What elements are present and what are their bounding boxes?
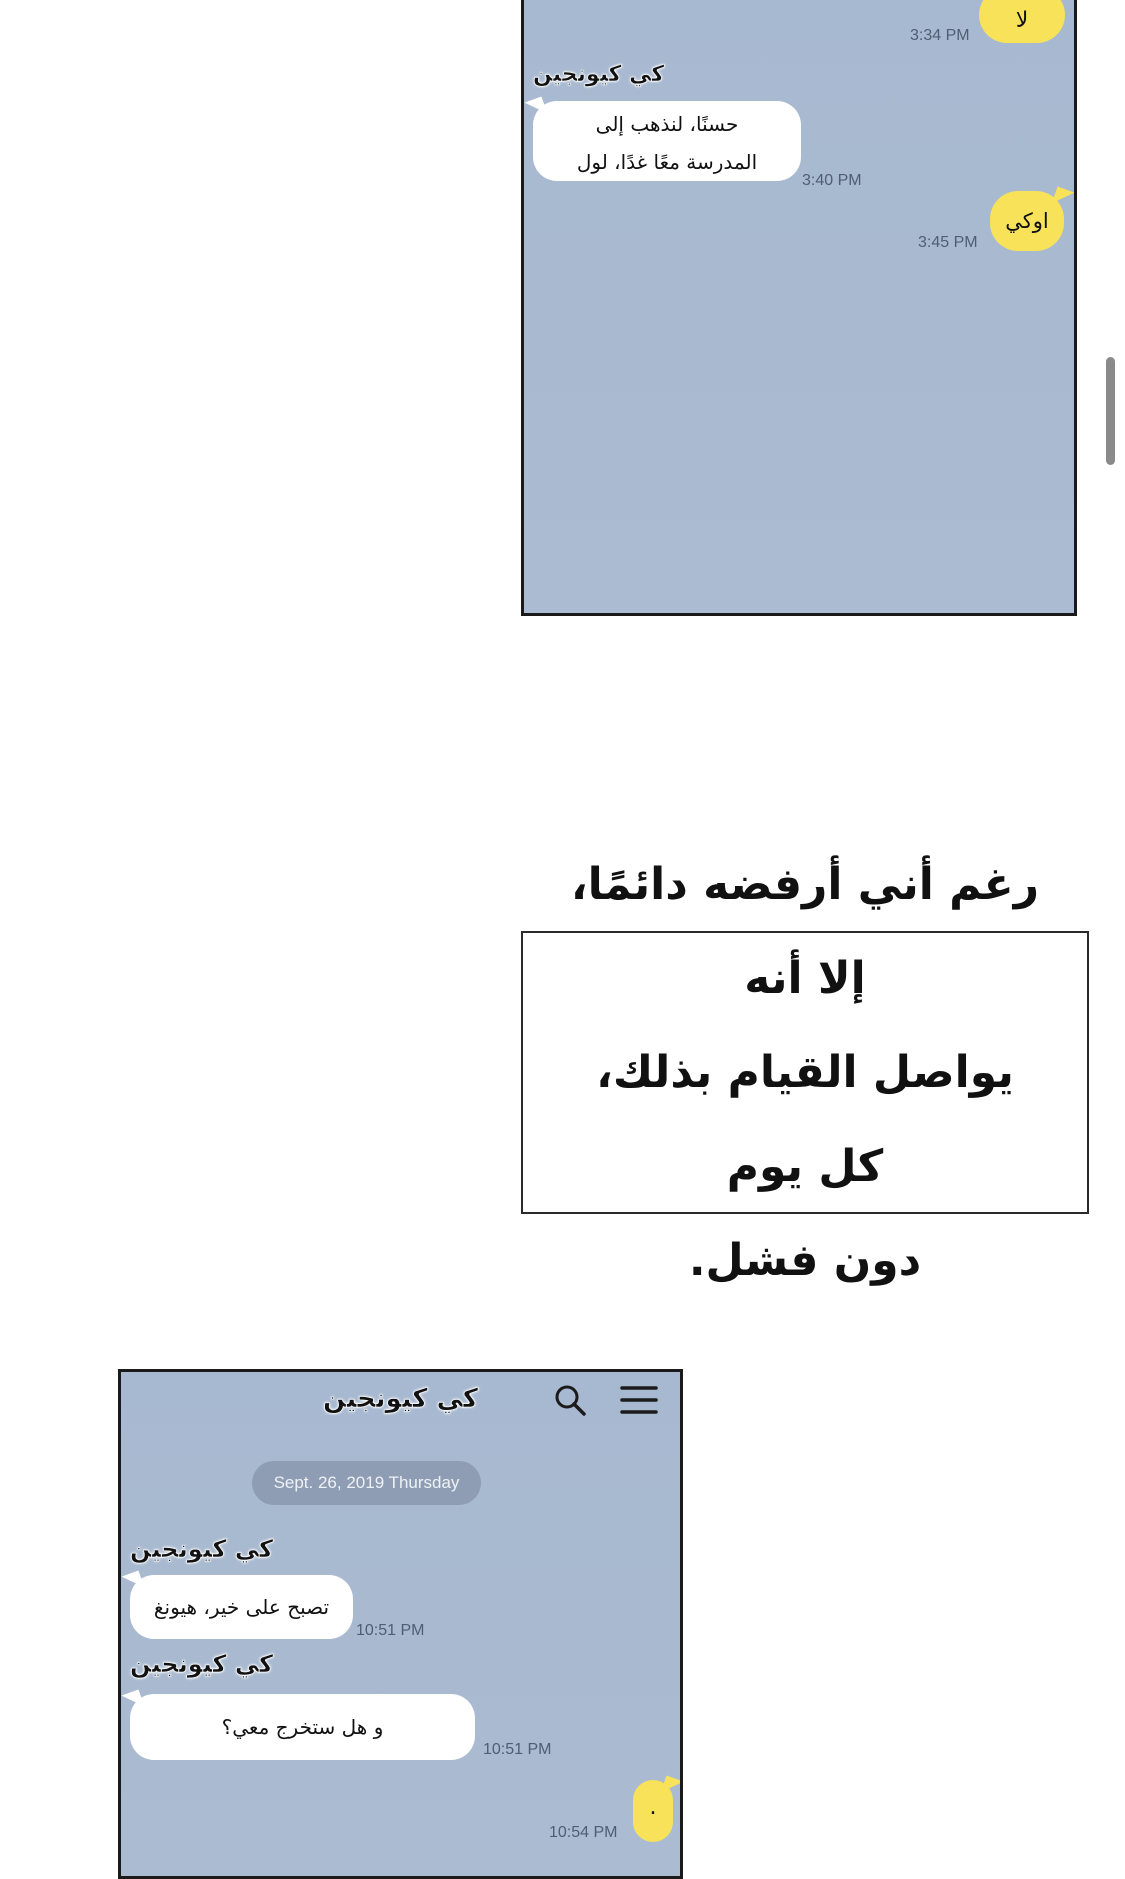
incoming-message-bubble bbox=[533, 101, 801, 181]
search-icon[interactable] bbox=[553, 1383, 587, 1421]
message-text: . bbox=[649, 1795, 657, 1820]
narration-caption-box bbox=[521, 858, 1089, 1286]
outgoing-message-bubble bbox=[990, 191, 1064, 251]
message-text: تصبح على خير، هيونغ bbox=[153, 1595, 330, 1619]
sender-name: كي كيونجين bbox=[533, 62, 665, 87]
message-line: حسنًا، لنذهب إلى bbox=[595, 112, 739, 136]
narration-line: رغم أني أرفضه دائمًا، إلا أنه bbox=[570, 858, 1040, 1004]
sender-name: كي كيونجين bbox=[130, 1535, 274, 1563]
chat-title: كي كيونجين bbox=[322, 1384, 479, 1414]
message-timestamp: 3:40 PM bbox=[802, 172, 862, 189]
narration-line: دون فشل. bbox=[688, 1234, 922, 1286]
date-separator: Sept. 26, 2019 Thursday bbox=[252, 1461, 481, 1505]
message-timestamp: 10:54 PM bbox=[549, 1824, 618, 1841]
scrollbar-thumb[interactable] bbox=[1106, 357, 1115, 465]
incoming-message-bubble bbox=[130, 1575, 353, 1639]
chat-panel-2 bbox=[118, 1369, 683, 1879]
message-text: اوكي bbox=[1005, 209, 1049, 233]
chat-panel-1 bbox=[521, 0, 1077, 616]
outgoing-message-bubble bbox=[979, 0, 1065, 43]
message-timestamp: 10:51 PM bbox=[483, 1741, 552, 1758]
menu-icon[interactable] bbox=[620, 1384, 658, 1420]
message-text: و هل ستخرج معي؟ bbox=[221, 1715, 384, 1739]
message-timestamp: 10:51 PM bbox=[356, 1622, 425, 1639]
message-line: المدرسة معًا غدًا، لول bbox=[576, 150, 758, 174]
incoming-message-bubble bbox=[130, 1694, 475, 1760]
message-timestamp: 3:45 PM bbox=[918, 234, 978, 251]
outgoing-message-bubble bbox=[633, 1780, 673, 1842]
message-timestamp: 3:34 PM bbox=[910, 27, 970, 44]
narration-text bbox=[563, 838, 1047, 1308]
sender-name: كي كيونجين bbox=[130, 1650, 274, 1678]
narration-line: يواصل القيام بذلك، كل يوم bbox=[596, 1046, 1014, 1192]
message-text: لا bbox=[1015, 8, 1029, 33]
